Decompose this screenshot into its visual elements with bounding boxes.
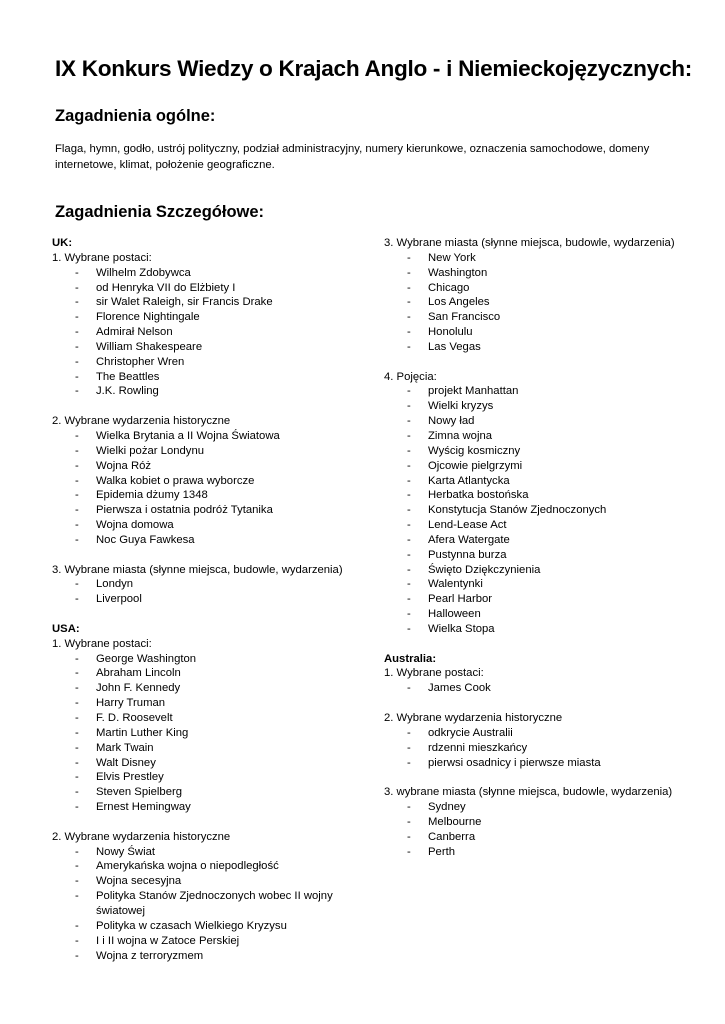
list-item: - San Francisco	[384, 310, 704, 325]
spacer	[52, 815, 362, 830]
list-item: - Wojna z terroryzmem	[52, 949, 362, 964]
left-column	[52, 236, 362, 963]
spacer	[52, 607, 362, 622]
document-title: IX Konkurs Wiedzy o Krajach Anglo - i Niemieckojęzycznych:	[55, 56, 692, 81]
list-item: - Halloween	[384, 607, 704, 622]
list-item: - Wyścig kosmiczny	[384, 444, 704, 459]
list-item: - Admirał Nelson	[52, 325, 362, 340]
list-item: - Wojna secesyjna	[52, 874, 362, 889]
section-title: 2. Wybrane wydarzenia historyczne	[384, 712, 563, 724]
item-list	[384, 800, 704, 859]
spacer	[384, 355, 704, 370]
list-item: - Canberra	[384, 830, 704, 845]
item-list	[384, 251, 704, 355]
list-item: - Konstytucja Stanów Zjednoczonych	[384, 503, 704, 518]
list-item: - James Cook	[384, 681, 704, 696]
list-item: - J.K. Rowling	[52, 384, 362, 399]
item-list	[52, 845, 362, 964]
list-item: - Londyn	[52, 577, 362, 592]
list-item: - Wojna Róż	[52, 459, 362, 474]
section-title: 4. Pojęcia:	[384, 370, 437, 383]
list-item: - Mark Twain	[52, 741, 362, 756]
list-item: - F. D. Roosevelt	[52, 711, 362, 726]
section-title: 2. Wybrane wydarzenia historyczne	[52, 415, 231, 428]
list-item: - Florence Nightingale	[52, 310, 362, 325]
list-item: - Polityka w czasach Wielkiego Kryzysu	[52, 919, 362, 934]
item-list	[384, 384, 704, 636]
list-item: - Zimna wojna	[384, 429, 704, 444]
item-list	[52, 577, 362, 607]
list-item: - odkrycie Australii	[384, 726, 704, 741]
spacer	[52, 399, 362, 414]
list-item: - Melbourne	[384, 815, 704, 830]
list-item: - Pierwsza i ostatnia podróż Tytanika	[52, 503, 362, 518]
list-item: - Elvis Prestley	[52, 770, 362, 785]
section-title: 3. Wybrane miasta (słynne miejsca, budowle, wydarzenia)	[52, 563, 343, 576]
list-item: - Pustynna burza	[384, 548, 704, 563]
section-title: 3. Wybrane miasta (słynne miejsca, budowle, wydarzenia)	[384, 237, 675, 249]
list-item: - George Washington	[52, 652, 362, 667]
general-topics-text: Flaga, hymn, godło, ustrój polityczny, podział administracyjny, numery kierunkowe, oznaczenia samochodowe, domeny internetowe, klimat, położenie geograficzne.	[55, 143, 650, 171]
list-item: - Walentynki	[384, 577, 704, 592]
section-title: 1. Wybrane postaci:	[384, 667, 484, 680]
list-item: - Noc Guya Fawkesa	[52, 533, 362, 548]
list-item: - Ojcowie pielgrzymi	[384, 459, 704, 474]
list-item: - The Beattles	[52, 370, 362, 385]
list-item: - Washington	[384, 266, 704, 281]
list-item: - Wielki pożar Londynu	[52, 444, 362, 459]
list-item: - Sydney	[384, 800, 704, 815]
section-title: 1. Wybrane postaci:	[52, 251, 152, 264]
right-column	[384, 236, 704, 859]
country-heading: UK:	[52, 237, 73, 249]
list-item: - rdzenni mieszkańcy	[384, 741, 704, 756]
list-item: - Las Vegas	[384, 340, 704, 355]
list-item: - Wilhelm Zdobywca	[52, 266, 362, 281]
item-list	[384, 726, 704, 771]
item-list	[52, 429, 362, 548]
general-topics-heading: Zagadnienia ogólne:	[55, 107, 216, 125]
list-item: - Ernest Hemingway	[52, 800, 362, 815]
list-item: - Liverpool	[52, 592, 362, 607]
spacer	[52, 548, 362, 563]
list-item: - Karta Atlantycka	[384, 474, 704, 489]
list-item: - William Shakespeare	[52, 340, 362, 355]
list-item: - Christopher Wren	[52, 355, 362, 370]
list-item: - Wielka Stopa	[384, 622, 704, 637]
list-item: - od Henryka VII do Elżbiety I	[52, 281, 362, 296]
spacer	[384, 637, 704, 652]
list-item: - I i II wojna w Zatoce Perskiej	[52, 934, 362, 949]
list-item: - Nowy Świat	[52, 845, 362, 860]
list-item: - Epidemia dżumy 1348	[52, 488, 362, 503]
spacer	[384, 770, 704, 785]
list-item: - Święto Dziękczynienia	[384, 563, 704, 578]
section-title: 2. Wybrane wydarzenia historyczne	[52, 830, 231, 843]
item-list	[384, 681, 704, 696]
list-item: - Herbatka bostońska	[384, 488, 704, 503]
list-item: - New York	[384, 251, 704, 266]
list-item: - Honolulu	[384, 325, 704, 340]
list-item: - Martin Luther King	[52, 726, 362, 741]
list-item: - Wojna domowa	[52, 518, 362, 533]
list-item: - Nowy ład	[384, 414, 704, 429]
list-item: - Perth	[384, 845, 704, 860]
section-title: 1. Wybrane postaci:	[52, 637, 152, 650]
item-list	[52, 266, 362, 400]
list-item: - John F. Kennedy	[52, 681, 362, 696]
list-item: - sir Walet Raleigh, sir Francis Drake	[52, 295, 362, 310]
list-item: - Polityka Stanów Zjednoczonych wobec II wojny światowej	[52, 889, 362, 919]
list-item: - Wielki kryzys	[384, 399, 704, 414]
list-item: - projekt Manhattan	[384, 384, 704, 399]
list-item: - Walt Disney	[52, 756, 362, 771]
list-item: - Afera Watergate	[384, 533, 704, 548]
list-item: - Harry Truman	[52, 696, 362, 711]
detailed-topics-heading: Zagadnienia Szczegółowe:	[55, 203, 265, 221]
list-item: - Steven Spielberg	[52, 785, 362, 800]
list-item: - Walka kobiet o prawa wyborcze	[52, 474, 362, 489]
list-item: - Abraham Lincoln	[52, 666, 362, 681]
list-item: - Lend-Lease Act	[384, 518, 704, 533]
list-item: - Pearl Harbor	[384, 592, 704, 607]
section-title: 3. wybrane miasta (słynne miejsca, budowle, wydarzenia)	[384, 786, 673, 799]
list-item: - Amerykańska wojna o niepodległość	[52, 859, 362, 874]
list-item: - Wielka Brytania a II Wojna Światowa	[52, 429, 362, 444]
country-heading: USA:	[52, 622, 80, 635]
country-heading: Australia:	[384, 652, 437, 665]
item-list	[52, 652, 362, 815]
list-item: - Los Angeles	[384, 295, 704, 310]
list-item: - Chicago	[384, 281, 704, 296]
list-item: - pierwsi osadnicy i pierwsze miasta	[384, 756, 704, 771]
spacer	[384, 696, 704, 711]
